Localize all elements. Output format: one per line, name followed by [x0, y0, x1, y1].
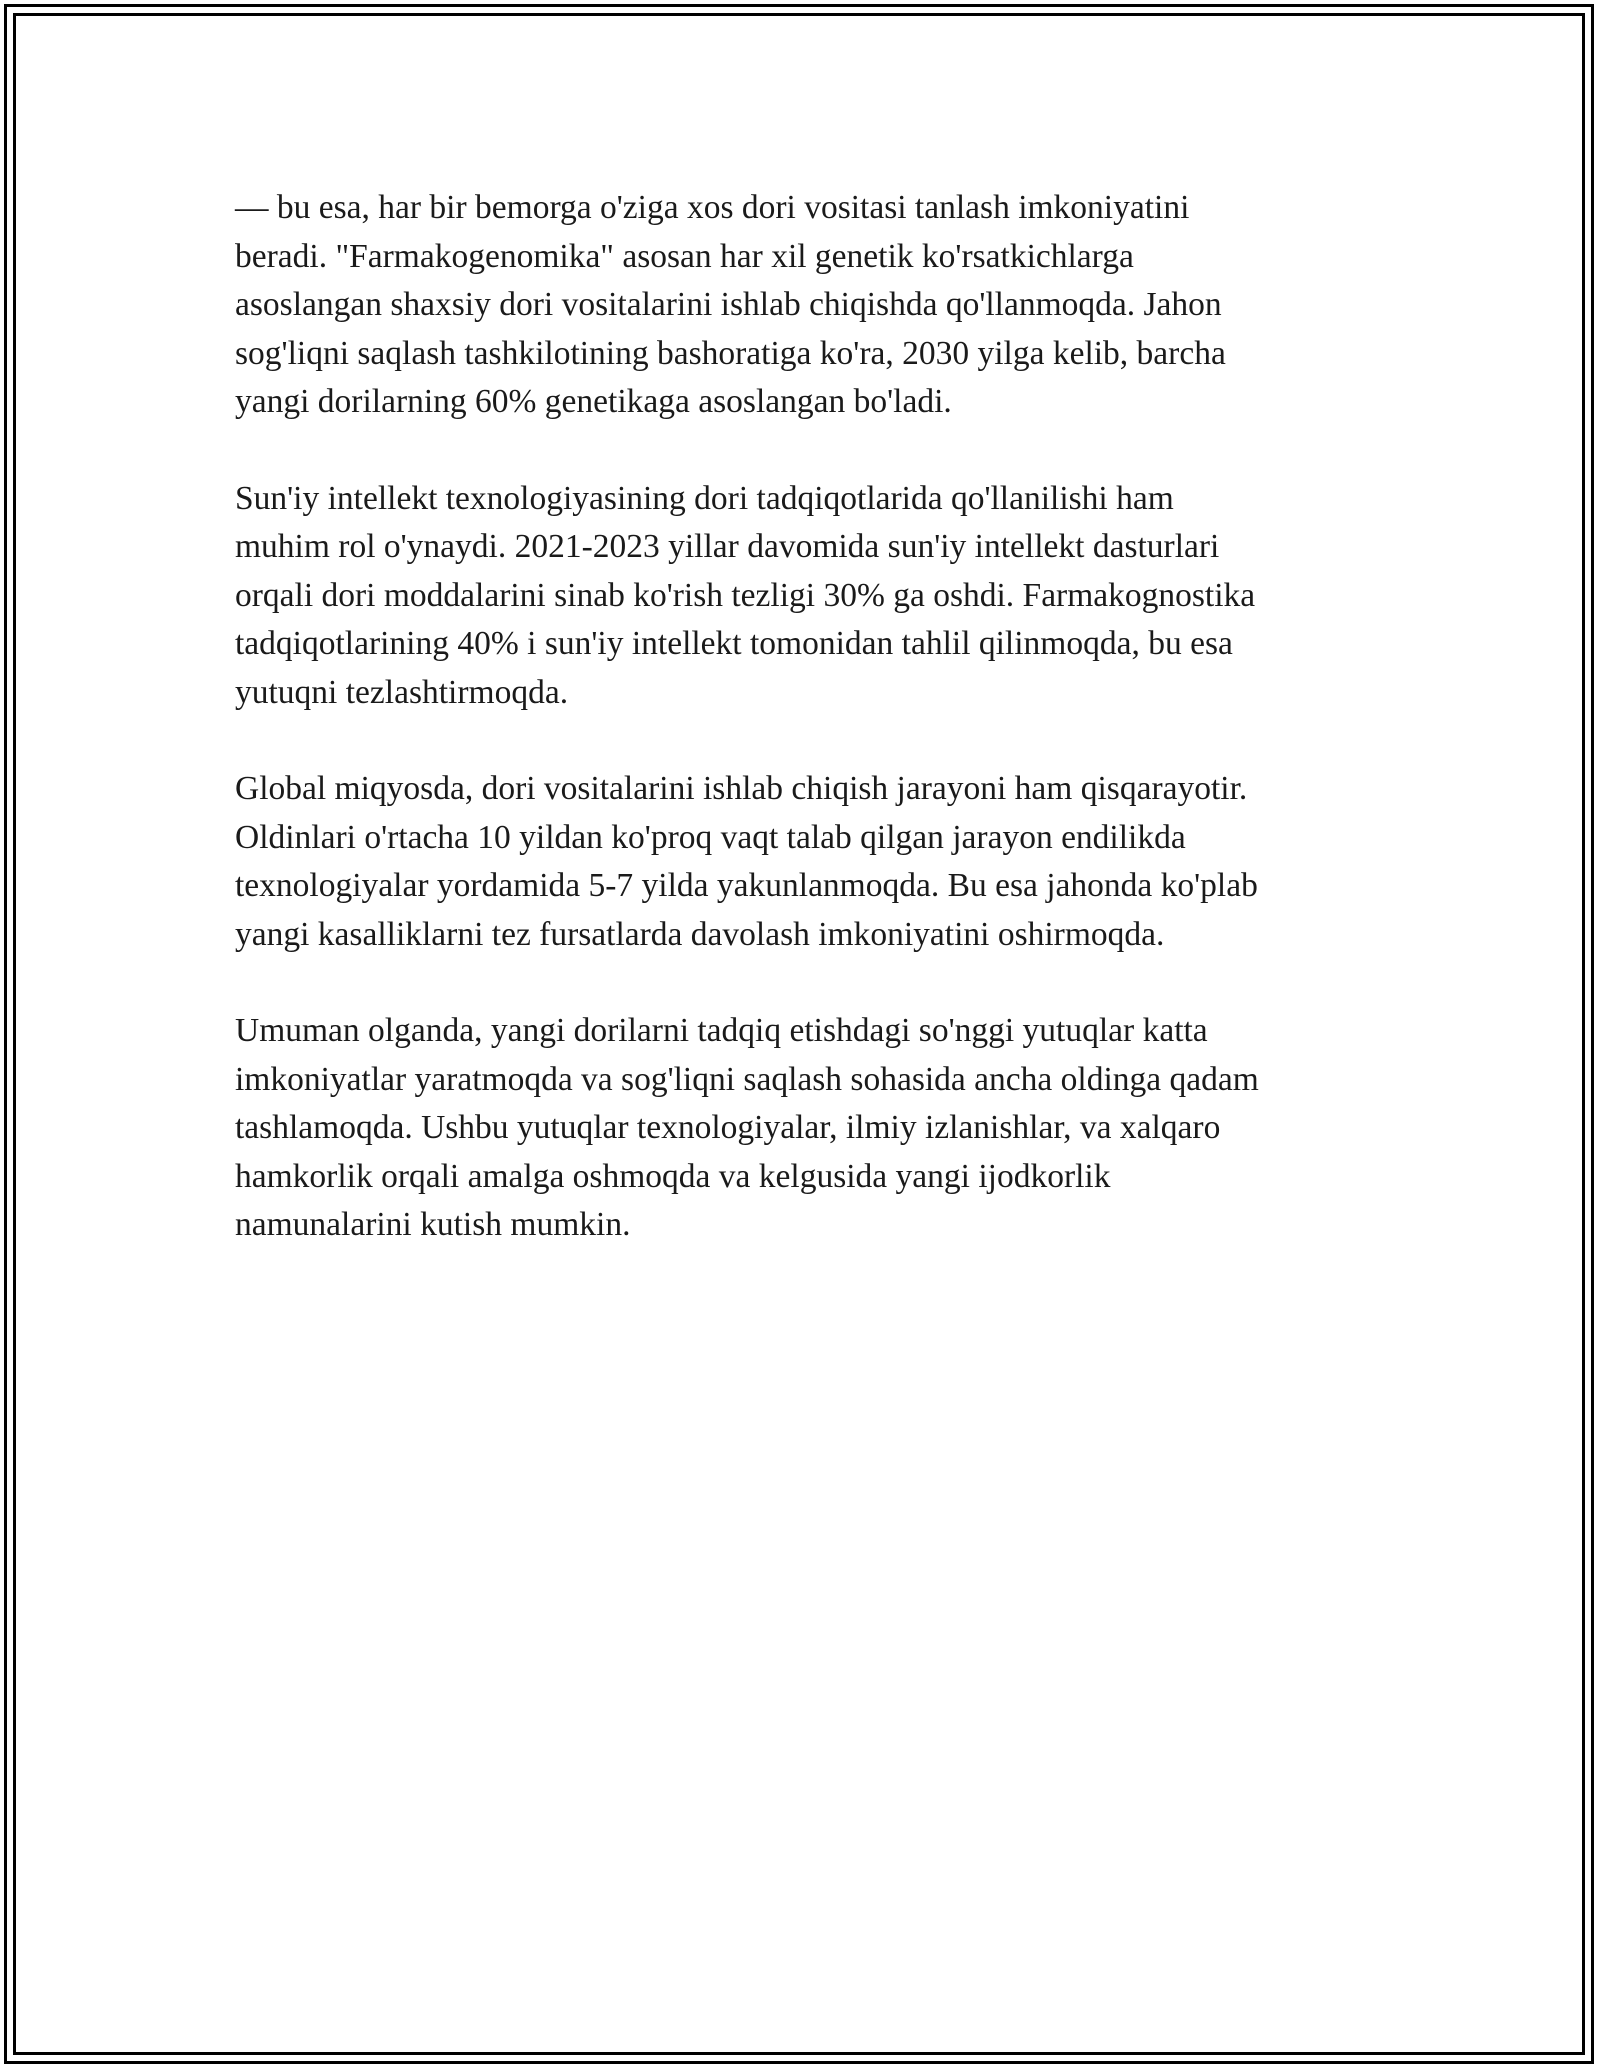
text-line: hamkorlik orqali amalga oshmoqda va kelgusida yangi ijodkorlik: [235, 1157, 1111, 1195]
text-line: muhim rol o'ynaydi. 2021-2023 yillar davomida sun'iy intellekt dasturlari: [235, 528, 1220, 565]
text-line: tashlamoqda. Ushbu yutuqlar texnologiyalar, ilmiy izlanishlar, va xalqaro: [235, 1109, 1221, 1146]
paragraph-conclusion: [235, 1007, 1365, 1250]
text-line: yangi kasalliklarni tez fursatlarda davolash imkoniyatini oshirmoqda.: [235, 915, 1165, 953]
text-line: namunalarini kutish mumkin.: [235, 1206, 631, 1243]
text-line: Global miqyosda, dori vositalarini ishlab chiqish jarayoni ham qisqarayotir.: [235, 770, 1248, 807]
text-line: yangi dorilarning 60% genetikaga asoslangan bo'ladi.: [235, 383, 952, 420]
text-line: Oldinlari o'rtacha 10 yildan ko'proq vaqt talab qilgan jarayon endilikda: [235, 818, 1186, 856]
text-line: tadqiqotlarining 40% i sun'iy intellekt tomonidan tahlil qilinmoqda, bu esa: [235, 625, 1233, 662]
text-line: texnologiyalar yordamida 5-7 yilda yakunlanmoqda. Bu esa jahonda ko'plab: [235, 867, 1258, 904]
text-line: orqali dori moddalarini sinab ko'rish tezligi 30% ga oshdi. Farmakognostika: [235, 576, 1256, 614]
text-line: imkoniyatlar yaratmoqda va sog'liqni saqlash sohasida ancha oldinga qadam: [235, 1060, 1259, 1098]
text-line: yutuqni tezlashtirmoqda.: [235, 673, 569, 711]
paragraph-pharmacogenomics: [235, 184, 1365, 427]
paragraph-global-development: [235, 765, 1365, 959]
text-line: — bu esa, har bir bemorga o'ziga xos dori vositasi tanlash imkoniyatini: [235, 189, 1190, 226]
text-line: asoslangan shaxsiy dori vositalarini ishlab chiqishda qo'llanmoqda. Jahon: [235, 286, 1222, 323]
text-line: Umuman olganda, yangi dorilarni tadqiq etishdagi so'nggi yutuqlar katta: [235, 1012, 1208, 1049]
document-body: [235, 184, 1365, 1298]
text-line: Sun'iy intellekt texnologiyasining dori tadqiqotlarida qo'llanilishi ham: [235, 479, 1174, 517]
text-line: beradi. "Farmakogenomika" asosan har xil genetik ko'rsatkichlarga: [235, 237, 1134, 275]
text-line: sog'liqni saqlash tashkilotining bashoratiga ko'ra, 2030 yilga kelib, barcha: [235, 334, 1226, 372]
paragraph-artificial-intelligence: [235, 475, 1365, 718]
